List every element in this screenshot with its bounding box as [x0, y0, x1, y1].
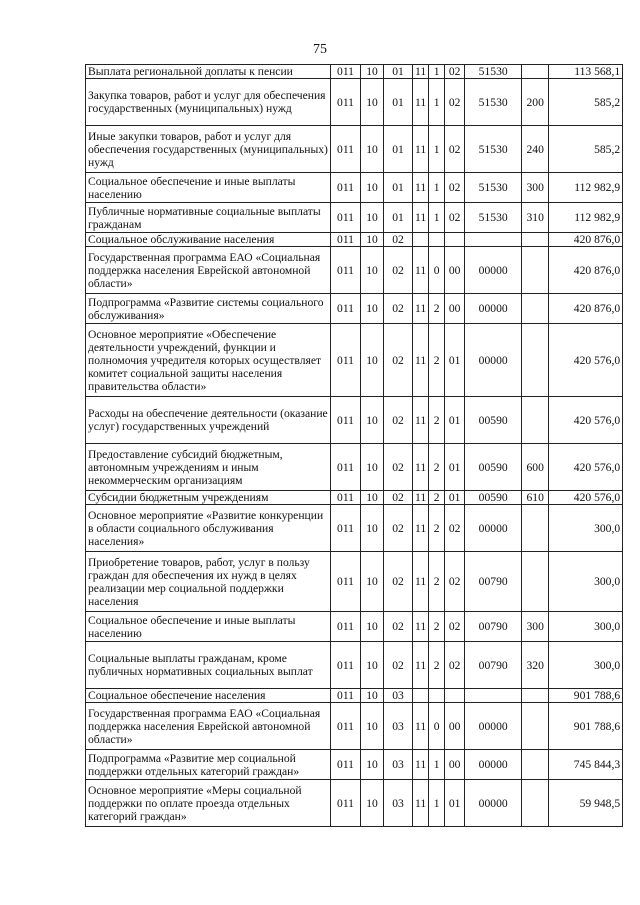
- section-code: 10: [361, 642, 384, 689]
- table-row: [86, 642, 623, 689]
- ministry-code: 011: [331, 324, 361, 397]
- row-name: Закупка товаров, работ и услуг для обеспечения государственных (муниципальных) нужд: [86, 79, 331, 126]
- section-code: 10: [361, 689, 384, 703]
- expense-type-code: [522, 780, 549, 827]
- amount: 585,2: [549, 126, 623, 173]
- target-article-subprogram: 2: [429, 491, 445, 505]
- target-article-subprogram: 0: [429, 703, 445, 750]
- target-article-program: 11: [413, 203, 429, 233]
- table-row: [86, 126, 623, 173]
- target-article-direction: 00590: [465, 397, 522, 444]
- row-name: Социальное обеспечение и иные выплаты населению: [86, 612, 331, 642]
- row-name: Государственная программа ЕАО «Социальная поддержка населения Еврейской автономной области»: [86, 703, 331, 750]
- section-code: 10: [361, 612, 384, 642]
- row-name: Государственная программа ЕАО «Социальная поддержка населения Еврейской автономной области»: [86, 247, 331, 294]
- target-article-event: 01: [445, 444, 465, 491]
- target-article-subprogram: 2: [429, 642, 445, 689]
- target-article-subprogram: 2: [429, 294, 445, 324]
- amount: 59 948,5: [549, 780, 623, 827]
- ministry-code: 011: [331, 233, 361, 247]
- ministry-code: 011: [331, 79, 361, 126]
- section-code: 10: [361, 780, 384, 827]
- target-article-program: 11: [413, 294, 429, 324]
- target-article-direction: 00000: [465, 703, 522, 750]
- target-article-direction: 00790: [465, 552, 522, 612]
- ministry-code: 011: [331, 444, 361, 491]
- target-article-program: 11: [413, 79, 429, 126]
- target-article-event: 01: [445, 780, 465, 827]
- amount: 113 568,1: [549, 65, 623, 79]
- expense-type-code: [522, 324, 549, 397]
- expense-type-code: 320: [522, 642, 549, 689]
- table-row: [86, 65, 623, 79]
- target-article-direction: 00790: [465, 642, 522, 689]
- expense-type-code: [522, 294, 549, 324]
- table-row: [86, 203, 623, 233]
- target-article-program: 11: [413, 491, 429, 505]
- subsection-code: 01: [384, 79, 413, 126]
- target-article-program: 11: [413, 444, 429, 491]
- target-article-subprogram: [429, 689, 445, 703]
- target-article-direction: 51530: [465, 173, 522, 203]
- expense-type-code: 310: [522, 203, 549, 233]
- target-article-program: [413, 233, 429, 247]
- ministry-code: 011: [331, 750, 361, 780]
- target-article-program: 11: [413, 247, 429, 294]
- target-article-subprogram: 1: [429, 203, 445, 233]
- amount: 420 876,0: [549, 233, 623, 247]
- target-article-program: 11: [413, 324, 429, 397]
- target-article-program: 11: [413, 612, 429, 642]
- subsection-code: 02: [384, 612, 413, 642]
- section-code: 10: [361, 324, 384, 397]
- target-article-program: 11: [413, 642, 429, 689]
- expense-type-code: 200: [522, 79, 549, 126]
- target-article-subprogram: 0: [429, 247, 445, 294]
- target-article-direction: 00000: [465, 750, 522, 780]
- row-name: Социальное обеспечение населения: [86, 689, 331, 703]
- section-code: 10: [361, 505, 384, 552]
- expense-type-code: [522, 397, 549, 444]
- target-article-program: 11: [413, 397, 429, 444]
- table-row: [86, 750, 623, 780]
- target-article-program: 11: [413, 126, 429, 173]
- subsection-code: 02: [384, 642, 413, 689]
- target-article-direction: [465, 233, 522, 247]
- target-article-program: 11: [413, 780, 429, 827]
- row-name: Социальное обеспечение и иные выплаты населению: [86, 173, 331, 203]
- target-article-subprogram: 1: [429, 65, 445, 79]
- target-article-direction: 00000: [465, 324, 522, 397]
- subsection-code: 03: [384, 703, 413, 750]
- section-code: 10: [361, 173, 384, 203]
- subsection-code: 03: [384, 689, 413, 703]
- row-name: Подпрограмма «Развитие мер социальной поддержки отдельных категорий граждан»: [86, 750, 331, 780]
- subsection-code: 01: [384, 126, 413, 173]
- table-row: [86, 173, 623, 203]
- target-article-direction: 00000: [465, 294, 522, 324]
- row-name: Предоставление субсидий бюджетным, автономным учреждениям и иным некоммерческим организациям: [86, 444, 331, 491]
- target-article-event: 01: [445, 397, 465, 444]
- section-code: 10: [361, 491, 384, 505]
- expense-type-code: 300: [522, 612, 549, 642]
- row-name: Выплата региональной доплаты к пенсии: [86, 65, 331, 79]
- table-row: [86, 397, 623, 444]
- budget-table: [85, 64, 623, 827]
- amount: 420 576,0: [549, 491, 623, 505]
- ministry-code: 011: [331, 703, 361, 750]
- section-code: 10: [361, 750, 384, 780]
- subsection-code: 02: [384, 294, 413, 324]
- expense-type-code: 610: [522, 491, 549, 505]
- row-name: Субсидии бюджетным учреждениям: [86, 491, 331, 505]
- ministry-code: 011: [331, 505, 361, 552]
- section-code: 10: [361, 294, 384, 324]
- subsection-code: 02: [384, 552, 413, 612]
- table-row: [86, 294, 623, 324]
- amount: 112 982,9: [549, 173, 623, 203]
- target-article-subprogram: 2: [429, 505, 445, 552]
- ministry-code: 011: [331, 203, 361, 233]
- target-article-event: 02: [445, 126, 465, 173]
- table-row: [86, 324, 623, 397]
- amount: 420 576,0: [549, 397, 623, 444]
- target-article-event: 01: [445, 491, 465, 505]
- amount: 901 788,6: [549, 689, 623, 703]
- row-name: Основное мероприятие «Меры социальной поддержки по оплате проезда отдельных категорий граждан»: [86, 780, 331, 827]
- ministry-code: 011: [331, 780, 361, 827]
- expense-type-code: [522, 750, 549, 780]
- page-number: 75: [313, 42, 327, 57]
- target-article-direction: 00790: [465, 612, 522, 642]
- ministry-code: 011: [331, 689, 361, 703]
- target-article-direction: 51530: [465, 79, 522, 126]
- target-article-program: 11: [413, 750, 429, 780]
- target-article-event: [445, 233, 465, 247]
- table-row: [86, 505, 623, 552]
- amount: 300,0: [549, 505, 623, 552]
- section-code: 10: [361, 444, 384, 491]
- subsection-code: 01: [384, 65, 413, 79]
- table-row: [86, 247, 623, 294]
- table-row: [86, 780, 623, 827]
- subsection-code: 02: [384, 505, 413, 552]
- subsection-code: 02: [384, 247, 413, 294]
- expense-type-code: [522, 703, 549, 750]
- amount: 420 876,0: [549, 294, 623, 324]
- target-article-direction: 00590: [465, 491, 522, 505]
- target-article-subprogram: 1: [429, 780, 445, 827]
- expense-type-code: [522, 233, 549, 247]
- budget-table-body: [86, 65, 623, 827]
- subsection-code: 03: [384, 780, 413, 827]
- target-article-program: 11: [413, 552, 429, 612]
- target-article-event: 00: [445, 750, 465, 780]
- subsection-code: 02: [384, 324, 413, 397]
- subsection-code: 02: [384, 491, 413, 505]
- subsection-code: 01: [384, 173, 413, 203]
- target-article-direction: 51530: [465, 203, 522, 233]
- target-article-direction: 51530: [465, 126, 522, 173]
- target-article-program: [413, 689, 429, 703]
- target-article-event: 02: [445, 79, 465, 126]
- target-article-event: 02: [445, 65, 465, 79]
- target-article-event: 00: [445, 247, 465, 294]
- row-name: Подпрограмма «Развитие системы социального обслуживания»: [86, 294, 331, 324]
- target-article-event: 02: [445, 203, 465, 233]
- row-name: Социальное обслуживание населения: [86, 233, 331, 247]
- amount: 745 844,3: [549, 750, 623, 780]
- section-code: 10: [361, 247, 384, 294]
- target-article-direction: 00590: [465, 444, 522, 491]
- table-row: [86, 703, 623, 750]
- target-article-subprogram: 2: [429, 612, 445, 642]
- target-article-subprogram: 1: [429, 750, 445, 780]
- ministry-code: 011: [331, 173, 361, 203]
- expense-type-code: [522, 689, 549, 703]
- target-article-event: 01: [445, 324, 465, 397]
- target-article-program: 11: [413, 505, 429, 552]
- section-code: 10: [361, 65, 384, 79]
- table-row: [86, 552, 623, 612]
- target-article-direction: 51530: [465, 65, 522, 79]
- target-article-subprogram: 2: [429, 397, 445, 444]
- table-row: [86, 79, 623, 126]
- ministry-code: 011: [331, 642, 361, 689]
- ministry-code: 011: [331, 247, 361, 294]
- row-name: Основное мероприятие «Обеспечение деятельности учреждений, функции и полномочия учредителя которых осуществляет комитет социальной защиты населения правительства области»: [86, 324, 331, 397]
- ministry-code: 011: [331, 612, 361, 642]
- expense-type-code: 600: [522, 444, 549, 491]
- section-code: 10: [361, 79, 384, 126]
- ministry-code: 011: [331, 294, 361, 324]
- ministry-code: 011: [331, 397, 361, 444]
- row-name: Социальные выплаты гражданам, кроме публичных нормативных социальных выплат: [86, 642, 331, 689]
- row-name: Расходы на обеспечение деятельности (оказание услуг) государственных учреждений: [86, 397, 331, 444]
- table-row: [86, 612, 623, 642]
- section-code: 10: [361, 552, 384, 612]
- amount: 300,0: [549, 612, 623, 642]
- table-row: [86, 444, 623, 491]
- target-article-program: 11: [413, 65, 429, 79]
- target-article-program: 11: [413, 703, 429, 750]
- target-article-subprogram: 2: [429, 552, 445, 612]
- target-article-event: 02: [445, 612, 465, 642]
- target-article-subprogram: 2: [429, 444, 445, 491]
- subsection-code: 02: [384, 397, 413, 444]
- amount: 420 876,0: [549, 247, 623, 294]
- target-article-event: 02: [445, 505, 465, 552]
- target-article-subprogram: 1: [429, 126, 445, 173]
- ministry-code: 011: [331, 126, 361, 173]
- subsection-code: 02: [384, 233, 413, 247]
- table-row: [86, 491, 623, 505]
- expense-type-code: [522, 65, 549, 79]
- target-article-direction: 00000: [465, 780, 522, 827]
- ministry-code: 011: [331, 65, 361, 79]
- target-article-direction: [465, 689, 522, 703]
- table-row: [86, 233, 623, 247]
- expense-type-code: [522, 247, 549, 294]
- table-row: [86, 689, 623, 703]
- amount: 585,2: [549, 79, 623, 126]
- ministry-code: 011: [331, 491, 361, 505]
- row-name: Приобретение товаров, работ, услуг в пользу граждан для обеспечения их нужд в целях реализации мер социальной поддержки населения: [86, 552, 331, 612]
- target-article-direction: 00000: [465, 505, 522, 552]
- row-name: Основное мероприятие «Развитие конкуренции в области социального обслуживания населения»: [86, 505, 331, 552]
- expense-type-code: 300: [522, 173, 549, 203]
- target-article-event: 00: [445, 703, 465, 750]
- target-article-event: 02: [445, 552, 465, 612]
- target-article-event: [445, 689, 465, 703]
- target-article-subprogram: [429, 233, 445, 247]
- amount: 420 576,0: [549, 444, 623, 491]
- expense-type-code: [522, 552, 549, 612]
- subsection-code: 02: [384, 444, 413, 491]
- section-code: 10: [361, 203, 384, 233]
- ministry-code: 011: [331, 552, 361, 612]
- amount: 420 576,0: [549, 324, 623, 397]
- target-article-event: 02: [445, 642, 465, 689]
- amount: 112 982,9: [549, 203, 623, 233]
- expense-type-code: 240: [522, 126, 549, 173]
- amount: 300,0: [549, 642, 623, 689]
- subsection-code: 03: [384, 750, 413, 780]
- amount: 300,0: [549, 552, 623, 612]
- section-code: 10: [361, 233, 384, 247]
- target-article-subprogram: 2: [429, 324, 445, 397]
- section-code: 10: [361, 703, 384, 750]
- target-article-event: 00: [445, 294, 465, 324]
- expense-type-code: [522, 505, 549, 552]
- subsection-code: 01: [384, 203, 413, 233]
- target-article-subprogram: 1: [429, 79, 445, 126]
- section-code: 10: [361, 397, 384, 444]
- target-article-program: 11: [413, 173, 429, 203]
- row-name: Иные закупки товаров, работ и услуг для обеспечения государственных (муниципальных) нужд: [86, 126, 331, 173]
- target-article-direction: 00000: [465, 247, 522, 294]
- target-article-subprogram: 1: [429, 173, 445, 203]
- amount: 901 788,6: [549, 703, 623, 750]
- target-article-event: 02: [445, 173, 465, 203]
- row-name: Публичные нормативные социальные выплаты гражданам: [86, 203, 331, 233]
- section-code: 10: [361, 126, 384, 173]
